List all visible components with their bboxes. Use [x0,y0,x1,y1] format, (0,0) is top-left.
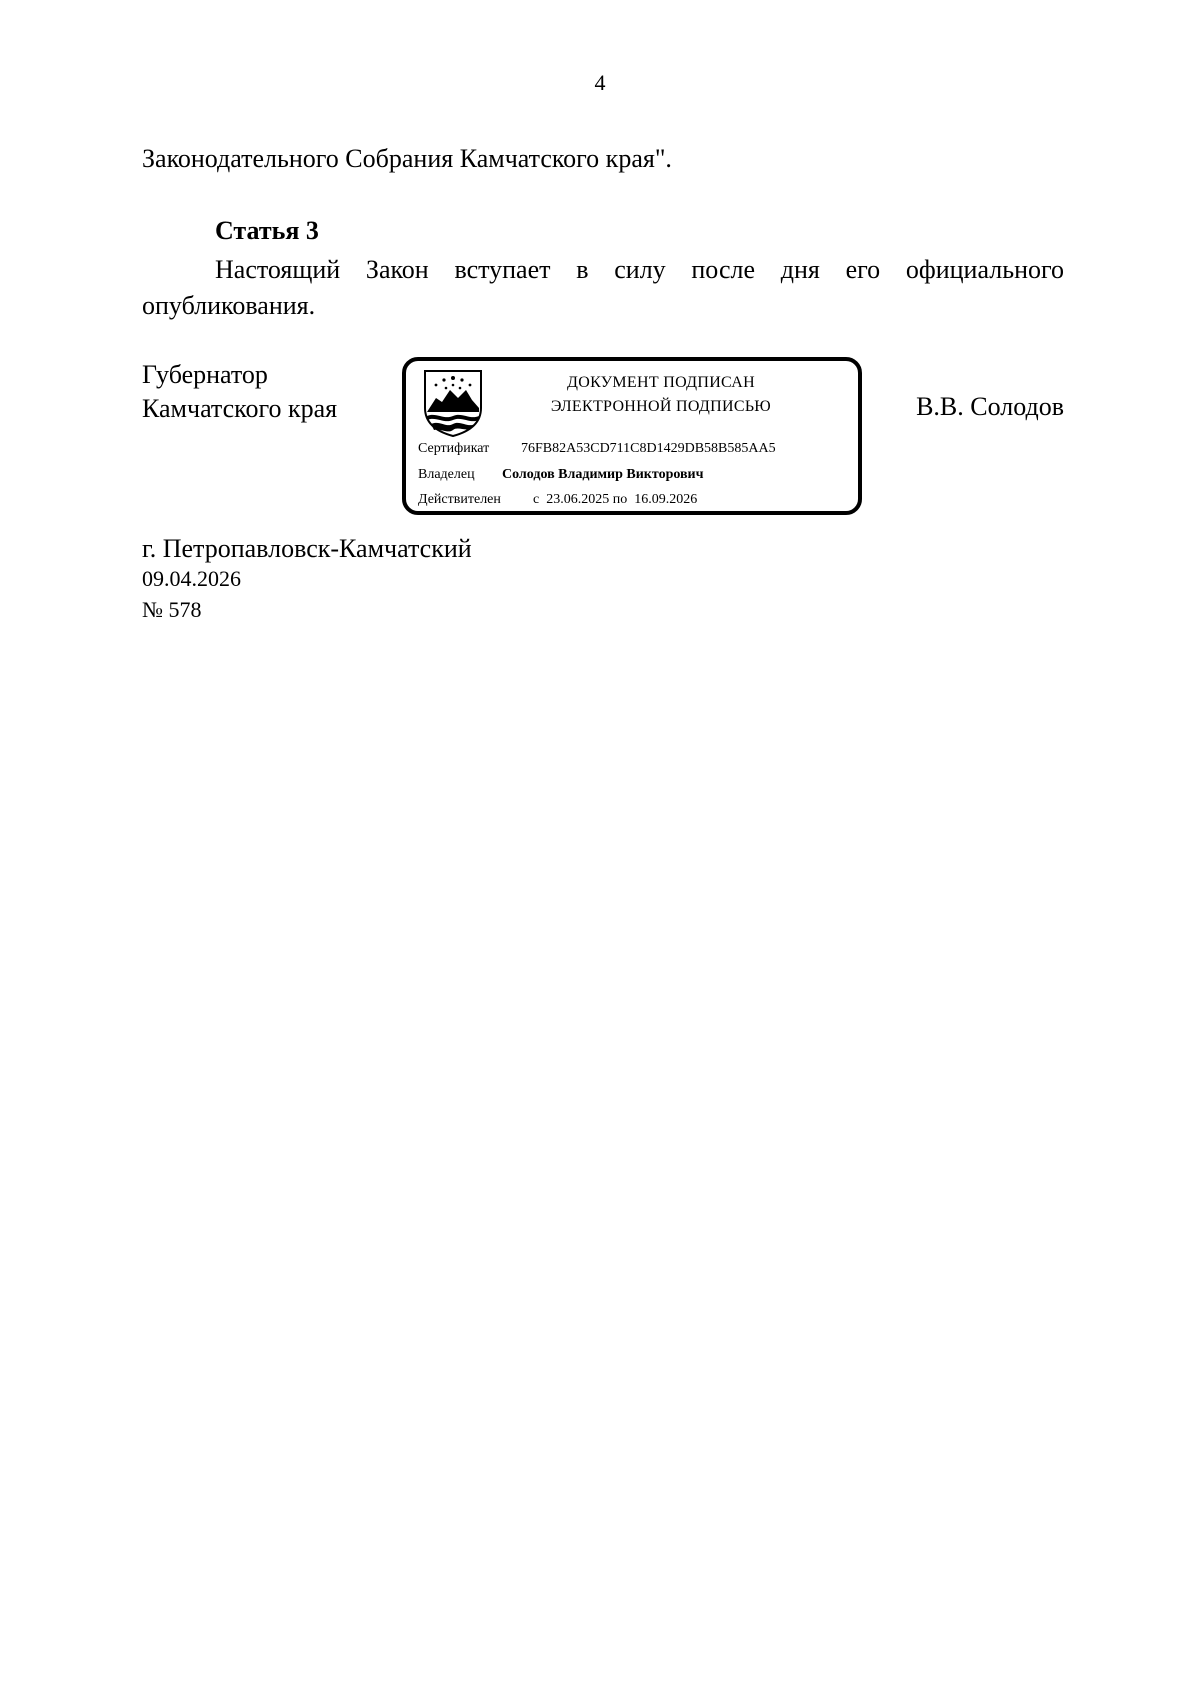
certificate-value: 76FB82A53CD711C8D1429DB58B585AA5 [521,441,776,456]
signatory-position [142,358,337,426]
place-of-signing: г. Петропавловск-Камчатский [142,534,472,563]
stamp-title-line1: ДОКУМЕНТ ПОДПИСАН [567,374,755,391]
validity-value: с 23.06.2025 по 16.09.2026 [533,492,698,507]
owner-label: Владелец [418,467,475,482]
stamp-title-line2: ЭЛЕКТРОННОЙ ПОДПИСЬЮ [550,398,772,415]
certificate-label: Сертификат [418,441,490,456]
owner-value: Солодов Владимир Викторович [502,467,704,482]
stamp-title [496,371,826,419]
stamp-validity-row [418,492,697,508]
signatory-position-line2: Камчатского края [142,394,338,423]
document-number: № 578 [142,597,202,622]
stamp-certificate-row [418,441,776,457]
article-heading: Статья 3 [215,216,319,245]
stamp-owner-row [418,467,704,483]
page-number: 4 [594,70,606,95]
signatory-name: В.В. Солодов [916,392,1064,421]
continuation-text: Законодательного Собрания Камчатского края". [142,144,672,173]
article-text: Настоящий Закон вступает в силу после дня его официального опубликования. [142,255,1064,320]
validity-label: Действителен [418,492,501,507]
document-date: 09.04.2026 [142,566,241,591]
signatory-position-line1: Губернатор [142,360,268,389]
electronic-signature-stamp [402,357,862,515]
kamchatka-coat-of-arms-icon [422,368,484,438]
